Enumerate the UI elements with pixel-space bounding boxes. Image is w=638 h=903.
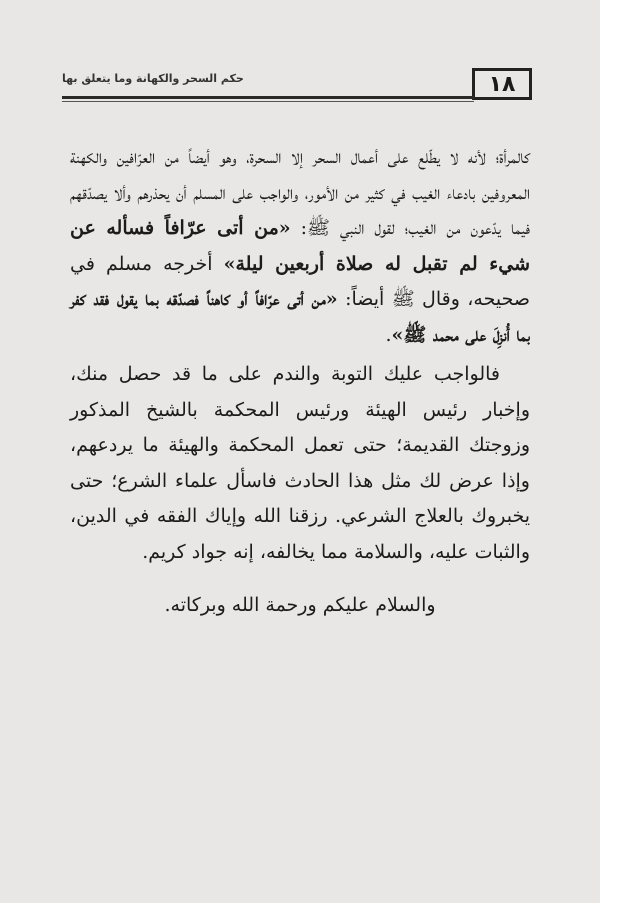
closing-salutation: والسلام عليكم ورحمة الله وبركاته.: [164, 594, 436, 616]
running-title: حكم السحر والكهانة وما يتعلق بها: [62, 72, 244, 85]
hadith-quote-1: «من أتى عرّافاً فسأله عن شيء لم تقبل له صلاة أربعين ليلة»: [70, 217, 530, 275]
paragraph-1-part-a: كالمرأة؛ لأنه لا يطّلع على أعمال السحر إلا السحرة، وهو أيضاً من العرّافين والكهنة المعروفين بادعاء الغيب في كثير من الأمور، والواجب على المسلم أن يحذرهم وألا يصدّقهم فيما يدّعون من الغيب؛ لقول النبي ﷺ:: [70, 146, 530, 239]
page-margin-strip: [600, 0, 638, 903]
paragraph-2: فالواجب عليك التوبة والندم على ما قد حصل منك، وإخبار رئيس الهيئة ورئيس المحكمة بالشيخ المذكور وزوجتك القديمة؛ حتى تعمل المحكمة والهيئة ما يردعهم، وإذا عرض لك مثل هذا الحادث فاسأل علماء الشرع؛ حتى يخبروك بالعلاج الشرعي. رزقنا الله وإياك الفقه في الدين، والثبات عليه، والسلامة مما يخالفه، إنه جواد كريم.: [70, 363, 530, 563]
paragraph-1: [70, 140, 530, 353]
page-number: ١٨: [472, 68, 532, 100]
header-rule: [62, 96, 474, 99]
header-rule-thin: [62, 101, 474, 102]
paragraph-1-part-c: .: [385, 323, 392, 346]
hadith-quote-2: «من أتى عرّافاً أو كاهناً فصدّقه بما يقول فقد كفر بما أُنزِلَ على محمد ﷺ»: [70, 288, 530, 346]
body-text: [70, 140, 530, 624]
paragraph-1-part-b: أخرجه مسلم في صحيحه، وقال ﷺ أيضاً:: [70, 252, 530, 310]
page-header: [62, 60, 532, 106]
